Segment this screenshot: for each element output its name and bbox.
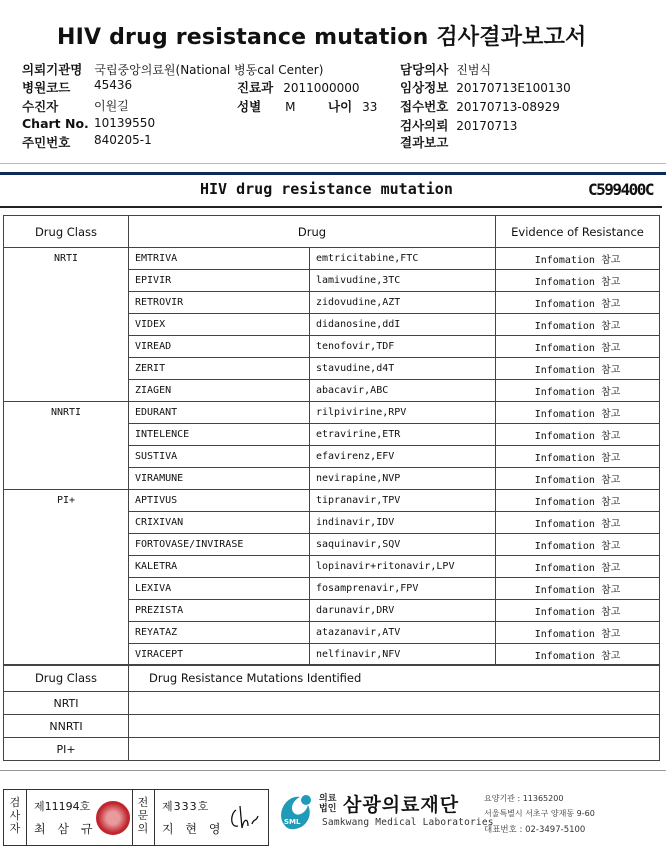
chart-label: Chart No. xyxy=(22,116,89,131)
org-corp-line-2: 법인 xyxy=(319,804,337,814)
org-name: 삼광의료재단 xyxy=(343,794,460,816)
org-phone: 대표번호 : 02-3497-5100 xyxy=(484,825,586,835)
examiner-number: 제11194호 xyxy=(34,800,91,813)
drug-row xyxy=(4,402,660,424)
section-title: HIV drug resistance mutation xyxy=(200,180,453,198)
mutation-class-cell: NNRTI xyxy=(4,715,129,738)
drug-class-cell: NNRTI xyxy=(4,402,129,490)
request-value: 20170713 xyxy=(456,119,518,133)
evidence-cell: Infomation 참고 xyxy=(496,292,660,314)
mutation-table xyxy=(3,664,660,761)
evidence-cell: Infomation 참고 xyxy=(496,248,660,270)
mutation-value-cell xyxy=(129,692,660,715)
institution-label: 의뢰기관명 xyxy=(22,62,83,77)
drug-generic-cell: darunavir,DRV xyxy=(310,600,496,622)
mutation-table-header xyxy=(4,665,660,692)
org-english-name: Samkwang Medical Laboratories xyxy=(322,817,494,828)
doctor-value: 진범식 xyxy=(456,63,492,77)
drug-brand-cell: LEXIVA xyxy=(129,578,310,600)
department-label: 진료과 xyxy=(237,80,274,95)
drug-generic-cell: atazanavir,ATV xyxy=(310,622,496,644)
patient-row xyxy=(22,97,129,115)
receipt-row xyxy=(400,97,560,115)
drug-generic-cell: emtricitabine,FTC xyxy=(310,248,496,270)
receipt-label: 접수번호 xyxy=(400,99,449,114)
drug-generic-cell: zidovudine,AZT xyxy=(310,292,496,314)
evidence-cell: Infomation 참고 xyxy=(496,380,660,402)
examiner-name: 최 삼 규 xyxy=(34,822,97,836)
specialist-label: 전문의 xyxy=(137,796,149,835)
drug-brand-cell: VIDEX xyxy=(129,314,310,336)
drug-class-cell: PI+ xyxy=(4,490,129,666)
evidence-cell: Infomation 참고 xyxy=(496,556,660,578)
patient-label: 수진자 xyxy=(22,99,59,114)
drug-generic-cell: saquinavir,SQV xyxy=(310,534,496,556)
drug-generic-cell: tipranavir,TPV xyxy=(310,490,496,512)
drug-brand-cell: KALETRA xyxy=(129,556,310,578)
doctor-label: 담당의사 xyxy=(400,62,449,77)
evidence-cell: Infomation 참고 xyxy=(496,446,660,468)
evidence-cell: Infomation 참고 xyxy=(496,270,660,292)
evidence-cell: Infomation 참고 xyxy=(496,578,660,600)
mutation-row xyxy=(4,715,660,738)
drug-table-header xyxy=(4,216,660,248)
mutation-class-cell: PI+ xyxy=(4,738,129,761)
drug-generic-cell: etravirine,ETR xyxy=(310,424,496,446)
patient-value: 이원길 xyxy=(94,99,129,113)
evidence-cell: Infomation 참고 xyxy=(496,490,660,512)
specialist-name: 지 현 영 xyxy=(162,822,225,836)
resident-row xyxy=(22,133,152,151)
evidence-cell: Infomation 참고 xyxy=(496,622,660,644)
evidence-cell: Infomation 참고 xyxy=(496,336,660,358)
evidence-cell: Infomation 참고 xyxy=(496,314,660,336)
evidence-cell: Infomation 참고 xyxy=(496,512,660,534)
signature-box xyxy=(3,789,269,846)
sex-row xyxy=(237,97,296,115)
drug-generic-cell: fosamprenavir,FPV xyxy=(310,578,496,600)
drug-brand-cell: APTIVUS xyxy=(129,490,310,512)
examiner-label: 검사자 xyxy=(9,796,21,835)
footer-divider xyxy=(0,770,666,771)
drug-header: Drug xyxy=(129,216,496,248)
hospital-code-value: 45436 xyxy=(94,78,133,92)
drug-generic-cell: efavirenz,EFV xyxy=(310,446,496,468)
hospital-code-label: 병원코드 xyxy=(22,80,71,95)
org-address: 서울특별시 서초구 양재동 9-60 xyxy=(484,809,595,818)
drug-generic-cell: lamivudine,3TC xyxy=(310,270,496,292)
specialist-number: 제333호 xyxy=(162,800,210,813)
evidence-cell: Infomation 참고 xyxy=(496,424,660,446)
drug-generic-cell: indinavir,IDV xyxy=(310,512,496,534)
mutation-row xyxy=(4,692,660,715)
seal-stamp-icon xyxy=(96,801,130,835)
age-value: 33 xyxy=(362,100,378,114)
org-corp xyxy=(319,794,336,814)
drug-brand-cell: VIREAD xyxy=(129,336,310,358)
drug-brand-cell: RETROVIR xyxy=(129,292,310,314)
drug-row xyxy=(4,490,660,512)
request-row xyxy=(400,116,517,134)
section-rule xyxy=(0,172,666,175)
drug-table xyxy=(3,215,660,666)
drug-brand-cell: VIRACEPT xyxy=(129,644,310,666)
drug-generic-cell: didanosine,ddI xyxy=(310,314,496,336)
department-row xyxy=(237,78,360,96)
sml-logo-icon xyxy=(276,791,318,833)
evidence-cell: Infomation 참고 xyxy=(496,402,660,424)
evidence-header: Evidence of Resistance xyxy=(496,216,660,248)
drug-generic-cell: rilpivirine,RPV xyxy=(310,402,496,424)
evidence-cell: Infomation 참고 xyxy=(496,468,660,490)
drug-brand-cell: VIRAMUNE xyxy=(129,468,310,490)
drug-class-header: Drug Class xyxy=(4,216,129,248)
result-row xyxy=(400,133,452,151)
signature-icon xyxy=(226,802,262,834)
mutation-row xyxy=(4,738,660,761)
sex-label: 성별 xyxy=(237,99,262,114)
drug-brand-cell: FORTOVASE/INVIRASE xyxy=(129,534,310,556)
department-value: 2011000000 xyxy=(283,81,360,95)
drug-row xyxy=(4,248,660,270)
mutation-value-cell xyxy=(129,738,660,761)
mutation-class-cell: NRTI xyxy=(4,692,129,715)
drug-brand-cell: EDURANT xyxy=(129,402,310,424)
evidence-cell: Infomation 참고 xyxy=(496,534,660,556)
section-code: C599400C xyxy=(588,180,654,199)
sex-value: M xyxy=(285,100,296,114)
drug-brand-cell: PREZISTA xyxy=(129,600,310,622)
resident-value: 840205-1 xyxy=(94,133,152,147)
report-title: HIV drug resistance mutation 검사결과보고서 xyxy=(57,25,587,50)
drug-generic-cell: abacavir,ABC xyxy=(310,380,496,402)
clinical-row xyxy=(400,78,571,96)
clinical-value: 20170713E100130 xyxy=(456,81,571,95)
mutation-value-cell xyxy=(129,715,660,738)
chart-row xyxy=(22,116,156,131)
result-label: 결과보고 xyxy=(400,135,449,150)
mutation-header: Drug Resistance Mutations Identified xyxy=(129,665,660,692)
org-code: 요양기관 : 11365200 xyxy=(484,794,564,803)
section-underline xyxy=(0,206,662,208)
drug-brand-cell: EPIVIR xyxy=(129,270,310,292)
hospital-code-row xyxy=(22,78,133,96)
age-row xyxy=(328,97,377,115)
doctor-row xyxy=(400,60,491,78)
drug-brand-cell: INTELENCE xyxy=(129,424,310,446)
evidence-cell: Infomation 참고 xyxy=(496,644,660,666)
evidence-cell: Infomation 참고 xyxy=(496,358,660,380)
drug-generic-cell: nevirapine,NVP xyxy=(310,468,496,490)
drug-generic-cell: nelfinavir,NFV xyxy=(310,644,496,666)
drug-brand-cell: SUSTIVA xyxy=(129,446,310,468)
drug-brand-cell: ZIAGEN xyxy=(129,380,310,402)
institution-value: 국립중앙의료원(National 병동cal Center) xyxy=(94,63,324,77)
evidence-cell: Infomation 참고 xyxy=(496,600,660,622)
mutation-class-header: Drug Class xyxy=(4,665,129,692)
age-label: 나이 xyxy=(328,99,353,114)
clinical-label: 임상정보 xyxy=(400,80,449,95)
drug-brand-cell: CRIXIVAN xyxy=(129,512,310,534)
drug-brand-cell: REYATAZ xyxy=(129,622,310,644)
drug-brand-cell: ZERIT xyxy=(129,358,310,380)
sml-logo-text: SML xyxy=(284,818,301,826)
drug-class-cell: NRTI xyxy=(4,248,129,402)
org-corp-line-1: 의료 xyxy=(319,794,337,804)
drug-generic-cell: tenofovir,TDF xyxy=(310,336,496,358)
chart-value: 10139550 xyxy=(94,116,156,130)
drug-generic-cell: stavudine,d4T xyxy=(310,358,496,380)
institution-row xyxy=(22,60,323,78)
drug-generic-cell: lopinavir+ritonavir,LPV xyxy=(310,556,496,578)
drug-brand-cell: EMTRIVA xyxy=(129,248,310,270)
header-divider xyxy=(0,163,666,164)
request-label: 검사의뢰 xyxy=(400,118,449,133)
receipt-value: 20170713-08929 xyxy=(456,100,560,114)
resident-label: 주민번호 xyxy=(22,135,71,150)
